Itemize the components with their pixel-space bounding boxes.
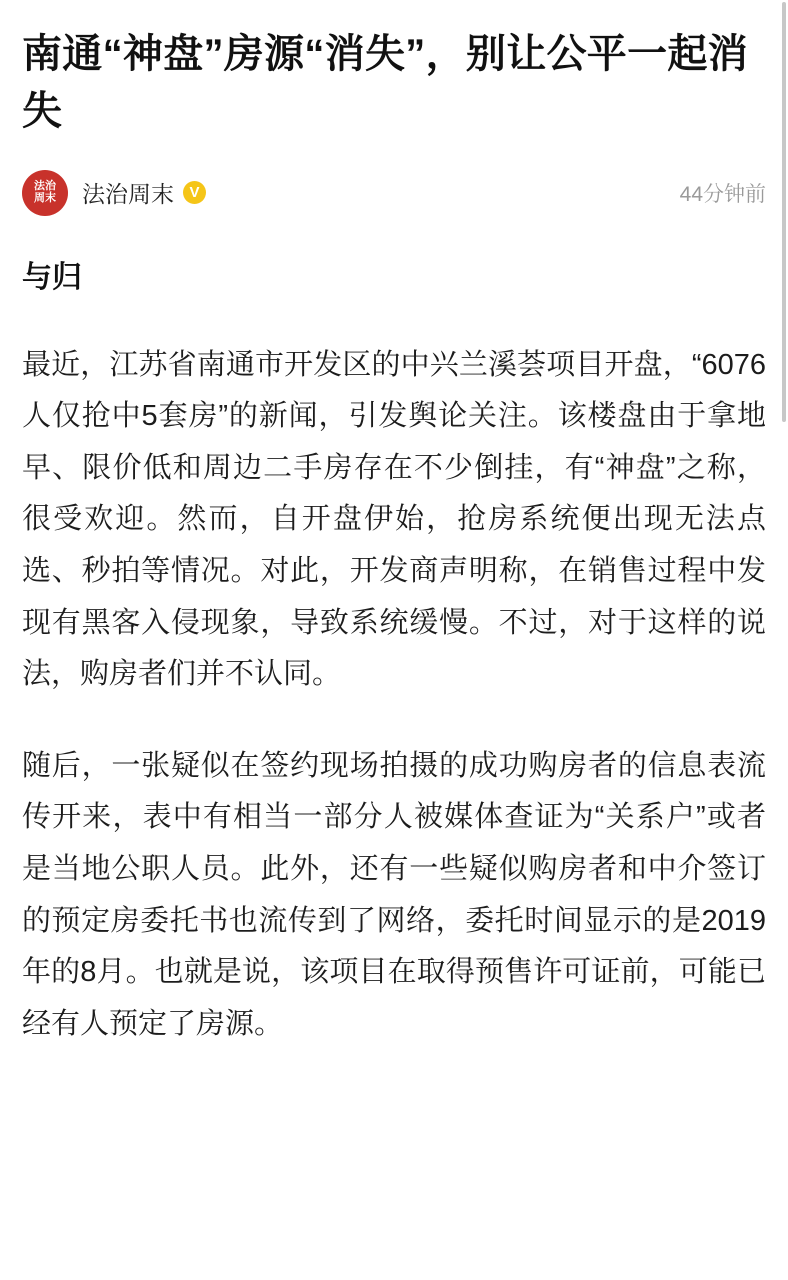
page-title: 南通“神盘”房源“消失”，别让公平一起消失 (22, 32, 748, 133)
scrollbar[interactable] (782, 0, 786, 1280)
section-heading: 与归 (22, 260, 82, 294)
avatar-text-top: 法治 (34, 180, 56, 193)
scrollbar-thumb[interactable] (782, 2, 786, 422)
byline (22, 170, 766, 216)
timestamp: 44分钟前 (679, 182, 766, 206)
author-name[interactable]: 法治周末 (82, 181, 174, 208)
article-paragraph: 最近，江苏省南通市开发区的中兴兰溪荟项目开盘，“6076人仅抢中5套房”的新闻，引发舆论关注。该楼盘由于拿地早、限价低和周边二手房存在不少倒挂，有“神盘”之称，很受欢迎。然而，自开盘伊始，抢房系统便出现无法点选、秒拍等情况。对此，开发商声明称，在销售过程中发现有黑客入侵现象，导致系统缓慢。不过，对于这样的说法，购房者们并不认同。 (22, 348, 766, 691)
avatar[interactable] (22, 170, 68, 216)
article-paragraph: 随后，一张疑似在签约现场拍摄的成功购房者的信息表流传开来，表中有相当一部分人被媒体查证为“关系户”或者是当地公职人员。此外，还有一些疑似购房者和中介签订的预定房委托书也流传到了网络，委托时间显示的是2019年的8月。也就是说，该项目在取得预售许可证前，可能已经有人预定了房源。 (22, 749, 766, 1040)
avatar-text-bottom: 周末 (34, 191, 56, 204)
verified-icon: V (183, 181, 206, 204)
author-info[interactable] (22, 170, 206, 216)
